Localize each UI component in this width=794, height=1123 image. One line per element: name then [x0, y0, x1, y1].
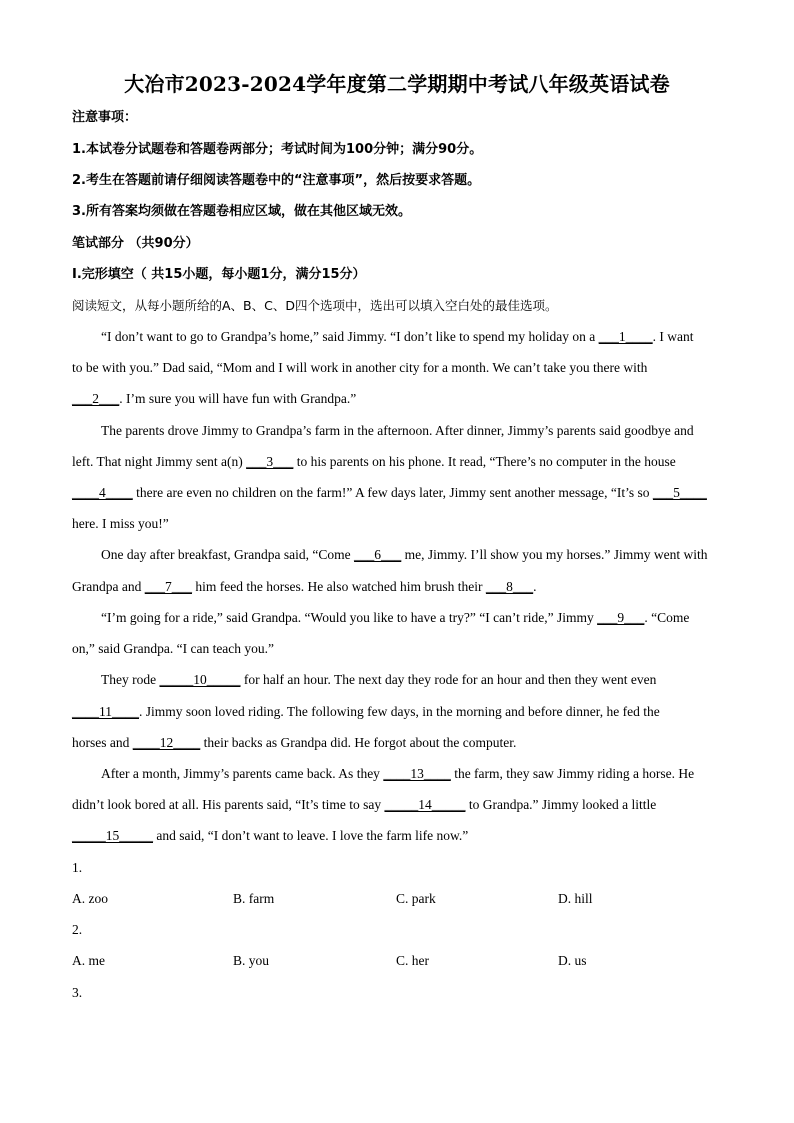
passage-text: to his parents on his phone. It read, “There’s no computer in the house [293, 454, 676, 469]
passage-text: Grandpa and [72, 579, 145, 594]
passage-line [72, 578, 537, 596]
passage-text: here. I miss you!” [72, 516, 169, 531]
passage-line [72, 703, 660, 721]
passage-line [72, 390, 356, 408]
passage-text: to be with you.” Dad said, “Mom and I will work in another city for a month. We can’t take you there with [72, 360, 648, 375]
option-c[interactable]: C. her [396, 953, 429, 968]
passage-text: . Jimmy soon loved riding. The following few days, in the morning and before dinner, he fed the [139, 704, 660, 719]
passage-text: to Grandpa.” Jimmy looked a little [465, 797, 657, 812]
blank-4: ____4____ [72, 485, 133, 500]
part1-instruction: 阅读短文，从每小题所给的A、B、C、D四个选项中，选出可以填入空白处的最佳选项。 [72, 298, 558, 313]
passage-line [72, 640, 274, 658]
blank-13: ____13____ [383, 766, 451, 781]
blank-9: ___9___ [597, 610, 645, 625]
blank-7: ___7___ [144, 579, 192, 594]
passage-line [72, 453, 676, 471]
passage-line [101, 609, 689, 627]
passage-line [72, 515, 169, 533]
passage-text: on,” said Grandpa. “I can teach you.” [72, 641, 275, 656]
part1-heading: Ⅰ.完形填空（ 共15小题，每小题1分，满分15分） [72, 267, 366, 282]
option-b[interactable]: B. you [233, 953, 270, 968]
passage-text: horses and [72, 735, 133, 750]
passage-text: After a month, Jimmy’s parents came back. As they [101, 766, 384, 781]
option-d[interactable]: D. hill [558, 891, 593, 906]
question-number: 3. [72, 985, 83, 1000]
passage-text: . I want [652, 329, 694, 344]
passage-text: “I don’t want to go to Grandpa’s home,” said Jimmy. “I don’t like to spend my holiday on a [101, 329, 599, 344]
blank-15: _____15_____ [72, 828, 153, 843]
notice-item-3: 3.所有答案均须做在答题卷相应区域，做在其他区域无效。 [72, 204, 411, 219]
blank-12: ____12____ [132, 735, 201, 750]
notice-item-1: 1.本试卷分试题卷和答题卷两部分；考试时间为100分钟；满分90分。 [72, 142, 483, 157]
option-a[interactable]: A. zoo [72, 891, 108, 906]
passage-text: One day after breakfast, Grandpa said, “Come [101, 547, 355, 562]
blank-1: ___1____ [598, 329, 653, 344]
passage-text: They rode [101, 672, 160, 687]
passage-line [101, 546, 708, 564]
passage-line [101, 671, 656, 689]
passage-text: . “Come [644, 610, 690, 625]
passage-text: the farm, they saw Jimmy riding a horse. He [450, 766, 695, 781]
blank-6: ___6___ [354, 547, 402, 562]
blank-3: ___3___ [246, 454, 294, 469]
passage-line [101, 765, 694, 783]
passage-line [72, 734, 516, 752]
passage-line [72, 359, 647, 377]
blank-10: _____10_____ [159, 672, 241, 687]
passage-text: left. That night Jimmy sent a(n) [72, 454, 247, 469]
blank-2: ___2___ [72, 391, 120, 406]
blank-11: ____11____ [72, 704, 139, 719]
blank-14: _____14_____ [384, 797, 466, 812]
passage-text: there are even no children on the farm!” A few days later, Jimmy sent another message, “It’s so [132, 485, 653, 500]
passage-line [72, 484, 707, 502]
notice-heading: 注意事项： [72, 110, 138, 125]
passage-text: him feed the horses. He also watched him brush their [191, 579, 486, 594]
question-number: 2. [72, 922, 83, 937]
option-c[interactable]: C. park [396, 891, 436, 906]
passage-text: . I’m sure you will have fun with Grandpa.” [119, 391, 357, 406]
question-number: 1. [72, 860, 83, 875]
option-d[interactable]: D. us [558, 953, 587, 968]
passage-line [101, 328, 694, 346]
section-heading: 笔试部分 （共90分） [72, 236, 199, 251]
passage-text: didn’t look bored at all. His parents said, “It’s time to say [72, 797, 385, 812]
passage-line [72, 827, 468, 845]
passage-text: and said, “I don’t want to leave. I love the farm life now.” [153, 828, 469, 843]
option-a[interactable]: A. me [72, 953, 105, 968]
blank-8: ___8___ [485, 579, 534, 594]
passage-line [72, 796, 656, 814]
passage-text: . [533, 579, 537, 594]
passage-text: me, Jimmy. I’ll show you my horses.” Jimmy went with [401, 547, 708, 562]
passage-text: their backs as Grandpa did. He forgot about the computer. [200, 735, 517, 750]
option-b[interactable]: B. farm [233, 891, 275, 906]
blank-5: ___5____ [652, 485, 707, 500]
passage-text: The parents drove Jimmy to Grandpa’s farm in the afternoon. After dinner, Jimmy’s parents said goodbye and [101, 423, 694, 438]
passage-text: “I’m going for a ride,” said Grandpa. “Would you like to have a try?” “I can’t ride,” Jimmy [101, 610, 598, 625]
exam-title: 大冶市2023-2024学年度第二学期期中考试八年级英语试卷 [124, 72, 670, 96]
passage-text: for half an hour. The next day they rode for an hour and then they went even [240, 672, 657, 687]
passage-line [101, 422, 694, 440]
notice-item-2: 2.考生在答题前请仔细阅读答题卷中的“注意事项”，然后按要求答题。 [72, 173, 481, 188]
